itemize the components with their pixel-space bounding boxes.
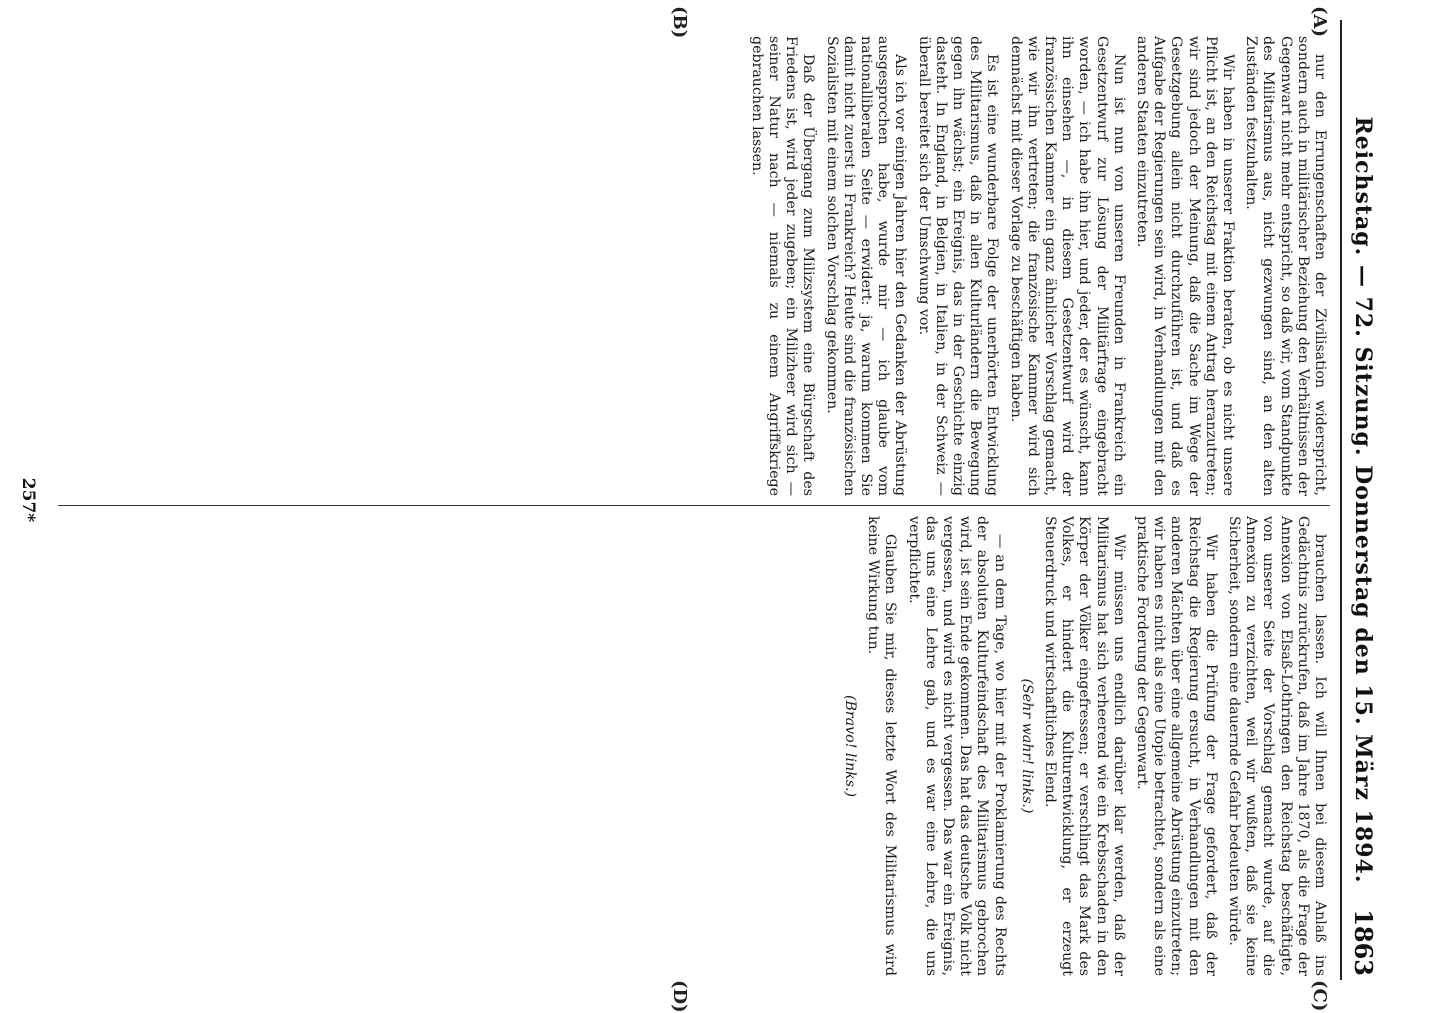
paragraph: Wir müssen uns endlich darüber klar werden, daß der Militarismus hat sich verheerend wie ein Krebsschaden in den Körper der Völker eingefressen; er verschlingt das Mark des Volkes, er hindert die Kulturentwicklung, er erzeugt Steuerdruck und wirtschaftliches Elend. — [1041, 516, 1127, 976]
page-header — [1340, 20, 1382, 980]
column-divider — [58, 505, 1330, 506]
paragraph: Als ich vor einigen Jahren hier den Gedanken der Abrüstung ausgesprochen habe, wurde mir — ich glaube vom nationalliberalen Seite — erwidert: ja, warum kommen Sie damit nicht zuerst in Frankreich? Heute sind die französischen Sozialisten mit einem solchen Vorschlag gekommen. — [823, 36, 909, 496]
page-number: 1863 — [1349, 909, 1378, 976]
paragraph: Es ist eine wunderbare Folge der unerhörten Entwicklung des Militarismus, daß in allen Kulturländern die Bewegung gegen ihn wächst; ein Ereignis, das in der Geschichte einzig dasteht. In England, in Belgien, in Italien, in der Schweiz — überall bereitet sich der Umschwung vor. — [915, 36, 1001, 496]
section-marker-a: (A) — [1309, 6, 1330, 37]
paragraph: — an dem Tage, wo hier mit der Proklamierung des Rechts der absoluten Kulturfeindschaft des Militarismus gebrochen wird, ist sein Ende gekommen. Das hat das deutsche Volk nicht vergessen, und wird es nicht vergessen. Das war ein Ereignis, das uns eine Lehre gab, und es war eine Lehre, die uns verpflichtet. — [905, 516, 1008, 976]
paragraph: Wir haben in unserer Fraktion beraten, ob es nicht unsere Pflicht ist, an den Reichstag mit einem Antrag heranzutreten; wir sind jedoch der Meinung, daß die Sache im Wege der Gesetzgebung allein nicht durchzuführen ist, und daß es Aufgabe der Regierungen sein wird, in Verhandlungen mit den anderen Staaten einzutreten. — [1133, 36, 1236, 496]
paragraph: brauchen lassen. Ich will Ihnen bei diesem Anlaß ins Gedächtnis zurückrufen, daß im Jahre 1870, als die Frage der Annexion von Elsaß-Lothringen den Reichstag beschäftigte, von unserer Seite der Vorschlag gemacht wurde, auf die Annexion zu verzichten, weil wir wußten, daß sie keine Sicherheit, sondern eine dauernde Gefahr bedeuten würde. — [1225, 516, 1328, 976]
right-column — [60, 516, 1328, 976]
paragraph: nur den Errungenschaften der Zivilisation widerspricht, sondern auch in militärischer Beziehung den Verhältnissen der Gegenwart nicht mehr entspricht, so daß wir, vom Standpunkte des Militarismus aus, nicht gezwungen sind, an den alten Zuständen festzuhalten. — [1243, 36, 1328, 496]
paragraph: Daß der Übergang zum Milizsystem eine Bürgschaft des Friedens ist, wird jeder zugeben; ein Milizheer wird sich — seiner Natur nach — niemals zu einem Angriffskriege gebrauchen lassen. — [748, 36, 817, 496]
section-marker-c: (C) — [1309, 980, 1330, 1012]
page-title: Reichstag. — 72. Sitzung. Donnerstag den 15. März 1894. — [1350, 116, 1376, 884]
paragraph: Glauben Sie mir, dieses letzte Wort des Militarismus wird keine Wirkung tun. — [865, 516, 899, 976]
section-marker-d: (D) — [669, 980, 690, 1013]
section-marker-b: (B) — [669, 6, 690, 39]
left-column — [60, 36, 1328, 496]
page-footer-signature: 257* — [18, 477, 38, 523]
paragraph: Nun ist nun von unseren Freunden in Frankreich ein Gesetzentwurf zur Lösung der Militärfrage eingebracht worden, — ich habe ihn hier, und jeder, der es wünscht, kann ihn einsehen —, in diesem Gesetzentwurf wird der französischen Kammer ein ganz ähnlicher Vorschlag gemacht, wie wir ihn vertreten; die französische Kammer wird sich demnächst mit dieser Vorlage zu beschäftigen haben. — [1007, 36, 1127, 496]
paragraph: Wir haben die Prüfung der Frage gefordert, daß der Reichstag die Regierung ersucht, in Verhandlungen mit den anderen Mächten über eine allgemeine Abrüstung einzutreten; wir haben es nicht als eine Utopie betrachtet, sondern als eine praktische Forderung der Gegenwart. — [1133, 516, 1219, 976]
interjection: (Bravo! links.) — [841, 694, 858, 798]
interjection: (Sehr wahr! links.) — [1018, 678, 1035, 814]
